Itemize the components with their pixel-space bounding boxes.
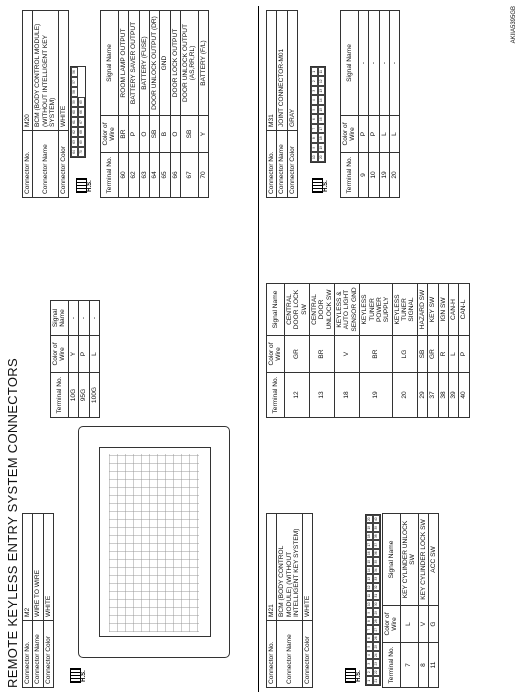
pin-cell: 12: [318, 77, 325, 87]
terminal-row: 100G L -: [89, 301, 99, 418]
terminal-row: 95G P -: [79, 301, 89, 418]
pin-cell: 38: [373, 532, 380, 541]
terminal-row: 40 P CAN-L: [459, 284, 469, 418]
pin-cell: 7: [311, 124, 318, 134]
pin-cell: 1: [366, 677, 373, 686]
m21-harness-side-icon: H.S.: [345, 666, 363, 686]
pin-cell: 23: [373, 660, 380, 669]
pin-cell: 33: [373, 575, 380, 584]
pin-cell: 40: [373, 515, 380, 524]
m31-name: JOINT CONNECTOR-M01: [277, 11, 287, 131]
pin-cell: 3: [311, 86, 318, 96]
terminal-row: 65 B GND: [160, 11, 170, 198]
m20-harness-side-icon: H.S.: [76, 176, 94, 196]
pin-cell: 61: [71, 117, 78, 127]
pin-cell: 18: [366, 532, 373, 541]
terminal-row: 63 O BATTERY (FUSE): [139, 11, 149, 198]
pin-cell: 16: [318, 115, 325, 125]
terminal-row: 8 V KEY CYLINDER LOCK SW: [418, 514, 428, 688]
pin-cell: 3: [366, 660, 373, 669]
terminal-row: 10 P -: [369, 11, 379, 198]
m2-connector-face: [78, 426, 230, 658]
pin-cell: 59: [71, 97, 78, 107]
pin-cell: 22: [373, 668, 380, 677]
m2-terminal-table: Terminal No. Color of Wire Signal Name 10G Y - 95G P - 100G L -: [50, 300, 100, 418]
terminal-row: 12 GR CENTRAL DOOR LOCK SW: [284, 284, 309, 418]
pin-cell: 5: [366, 643, 373, 652]
connector-m20-info: Connector No. M20 Connector Name BCM (BODY CONTROL MODULE) (WITHOUT INTELLIGENT KEY SYSTEM) Connector Color WHITE: [22, 10, 69, 198]
pin-cell: 65: [78, 97, 85, 107]
pin-cell: 37: [373, 541, 380, 550]
pin-cell: 70: [78, 147, 85, 157]
pin-cell: 25: [373, 643, 380, 652]
pin-cell: 34: [373, 566, 380, 575]
pin-cell: 11: [318, 67, 325, 77]
terminal-row: 20 LG KEYLESS TUNER SIGNAL: [392, 284, 417, 418]
terminal-row: 20 L -: [389, 11, 399, 198]
pin-cell: 5: [311, 105, 318, 115]
pin-cell: 14: [366, 566, 373, 575]
m21-no: M21: [267, 514, 277, 621]
pin-cell: 68: [78, 127, 85, 137]
m21-terminal-table-right: Terminal No. Color of Wire Signal Name 12 GR CENTRAL DOOR LOCK SW 13 BR CENTRAL DOOR UNLOCK SW 18 V KEYLESS & AUTO LIGHT SENSOR GND 19 BR KEYLESS TUNER POWER SUPPLY 20 LG KEYLESS TUNER SIGNAL 29 SB HAZARD SW 37 GR KEY SW 38 R IGN SW 39 L CAN-H 40 P CAN-L: [266, 283, 470, 418]
terminal-row: 60 BR ROOM LAMP OUTPUT: [118, 11, 128, 198]
terminal-row: 29 SB HAZARD SW: [417, 284, 427, 418]
terminal-row: 11 G ACC SW: [428, 514, 438, 688]
m21-terminal-table-left: Terminal No. Color of Wire Signal Name 7 L KEY CYLINDER UNLOCK SW 8 V KEY CYLINDER LOCK SW 11 G ACC SW: [382, 513, 439, 688]
m20-pin-grid: [70, 66, 86, 158]
pin-cell: 35: [373, 558, 380, 567]
pin-cell: 29: [373, 609, 380, 618]
m21-pin-grid: [365, 514, 381, 686]
pin-cell: 8: [311, 134, 318, 144]
m31-pin-grid: [310, 66, 326, 163]
m20-color: WHITE: [58, 11, 68, 131]
page-title: REMOTE KEYLESS ENTRY SYSTEM CONNECTORS: [5, 358, 20, 688]
m31-color: GRAY: [287, 11, 297, 131]
terminal-row: 62 P BATTERY SAVER OUTPUT: [129, 11, 139, 198]
pin-cell: 4: [366, 651, 373, 660]
terminal-row: 7 L KEY CYLINDER UNLOCK SW: [400, 514, 418, 688]
m31-no: M31: [267, 11, 277, 131]
pin-cell: 36: [373, 549, 380, 558]
terminal-row: 38 R IGN SW: [438, 284, 448, 418]
pin-cell: 2: [311, 77, 318, 87]
pin-cell: 6: [311, 115, 318, 125]
terminal-row: 37 GR KEY SW: [428, 284, 438, 418]
terminal-row: 19 L -: [379, 11, 389, 198]
m20-no: M20: [23, 11, 33, 131]
pin-cell: 16: [366, 549, 373, 558]
pin-cell: 57: [71, 77, 78, 87]
pin-cell: 8: [366, 617, 373, 626]
m20-terminal-table: Terminal No. Color of Wire Signal Name 60 BR ROOM LAMP OUTPUT 62 P BATTERY SAVER OUTPUT 63 O BATTERY (FUSE) 64 SB DOOR UNLOCK OUTPUT (DR) 65 B GND 66 O DOOR LOCK OUTPUT 67 SB DOOR UNLOCK OUTPUT (AS,RR,RL) 70 Y BATTERY (F/L): [100, 10, 209, 198]
pin-cell: 19: [318, 143, 325, 153]
pin-cell: 60: [71, 107, 78, 117]
terminal-row: 18 V KEYLESS & AUTO LIGHT SENSOR GND: [335, 284, 360, 418]
pin-cell: 15: [318, 105, 325, 115]
terminal-row: 66 O DOOR LOCK OUTPUT: [170, 11, 180, 198]
m31-harness-side-icon: H.S.: [312, 176, 330, 196]
pin-cell: 67: [78, 117, 85, 127]
pin-cell: 32: [373, 583, 380, 592]
pin-cell: 24: [373, 651, 380, 660]
pin-cell: 10: [366, 600, 373, 609]
m31-terminal-table: Terminal No. Color of Wire Signal Name 9 P - 10 P - 19 L - 20 L -: [340, 10, 400, 198]
pin-cell: 58: [71, 87, 78, 97]
m2-no: M2: [23, 514, 33, 621]
pin-cell: 15: [366, 558, 373, 567]
pin-cell: 11: [366, 592, 373, 601]
m2-name: WIRE TO WIRE: [33, 514, 43, 621]
terminal-row: 13 BR CENTRAL DOOR UNLOCK SW: [309, 284, 334, 418]
connector-m31-info: Connector No. M31 Connector Name JOINT CONNECTOR-M01 Connector Color GRAY: [266, 10, 298, 198]
pin-cell: 4: [311, 96, 318, 106]
reference-code: AKIIA5395GB: [511, 6, 517, 44]
terminal-row: 70 Y BATTERY (F/L): [198, 11, 208, 198]
m21-color: WHITE: [302, 514, 312, 621]
pin-cell: 9: [366, 609, 373, 618]
m2-color: WHITE: [43, 514, 53, 621]
connector-m2-info: Connector No. M2 Connector Name WIRE TO WIRE Connector Color WHITE: [22, 513, 54, 688]
terminal-row: 39 L CAN-H: [448, 284, 458, 418]
pin-cell: 9: [311, 143, 318, 153]
pin-cell: 17: [318, 124, 325, 134]
pin-cell: 7: [366, 626, 373, 635]
pin-cell: 19: [366, 524, 373, 533]
terminal-row: 10G Y -: [68, 301, 78, 418]
m21-name: BCM (BODY CONTROL MODULE) (WITHOUT INTELLIGENT KEY SYSTEM): [277, 514, 302, 621]
pin-cell: 17: [366, 541, 373, 550]
pin-cell: 27: [373, 626, 380, 635]
pin-cell: 1: [311, 67, 318, 77]
pin-cell: 63: [71, 137, 78, 147]
terminal-row: 67 SB DOOR UNLOCK OUTPUT (AS,RR,RL): [181, 11, 199, 198]
pin-cell: 12: [366, 583, 373, 592]
pin-cell: 20: [366, 515, 373, 524]
pin-cell: 10: [311, 153, 318, 163]
m2-harness-side-icon: H.S.: [70, 666, 88, 686]
pin-cell: 28: [373, 617, 380, 626]
terminal-row: 19 BR KEYLESS TUNER POWER SUPPLY: [360, 284, 393, 418]
terminal-row: 9 P -: [358, 11, 368, 198]
pin-cell: 26: [373, 634, 380, 643]
m20-name: BCM (BODY CONTROL MODULE) (WITHOUT INTELLIGENT KEY SYSTEM): [33, 11, 58, 131]
pin-cell: 13: [318, 86, 325, 96]
pin-cell: 56: [71, 67, 78, 77]
pin-cell: 62: [71, 127, 78, 137]
pin-cell: 31: [373, 592, 380, 601]
pin-cell: 13: [366, 575, 373, 584]
pin-cell: 21: [373, 677, 380, 686]
pin-cell: 30: [373, 600, 380, 609]
pin-cell: 69: [78, 137, 85, 147]
horizontal-divider: [258, 6, 259, 692]
terminal-row: 64 SB DOOR UNLOCK OUTPUT (DR): [149, 11, 159, 198]
pin-cell: 20: [318, 153, 325, 163]
pin-cell: 6: [366, 634, 373, 643]
pin-cell: 64: [71, 147, 78, 157]
pin-cell: 39: [373, 524, 380, 533]
pin-cell: 14: [318, 96, 325, 106]
pin-cell: 18: [318, 134, 325, 144]
pin-cell: 66: [78, 107, 85, 117]
connector-m21-info: Connector No. M21 Connector Name BCM (BODY CONTROL MODULE) (WITHOUT INTELLIGENT KEY SYSTEM) Connector Color WHITE: [266, 513, 313, 688]
pin-cell: 2: [366, 668, 373, 677]
